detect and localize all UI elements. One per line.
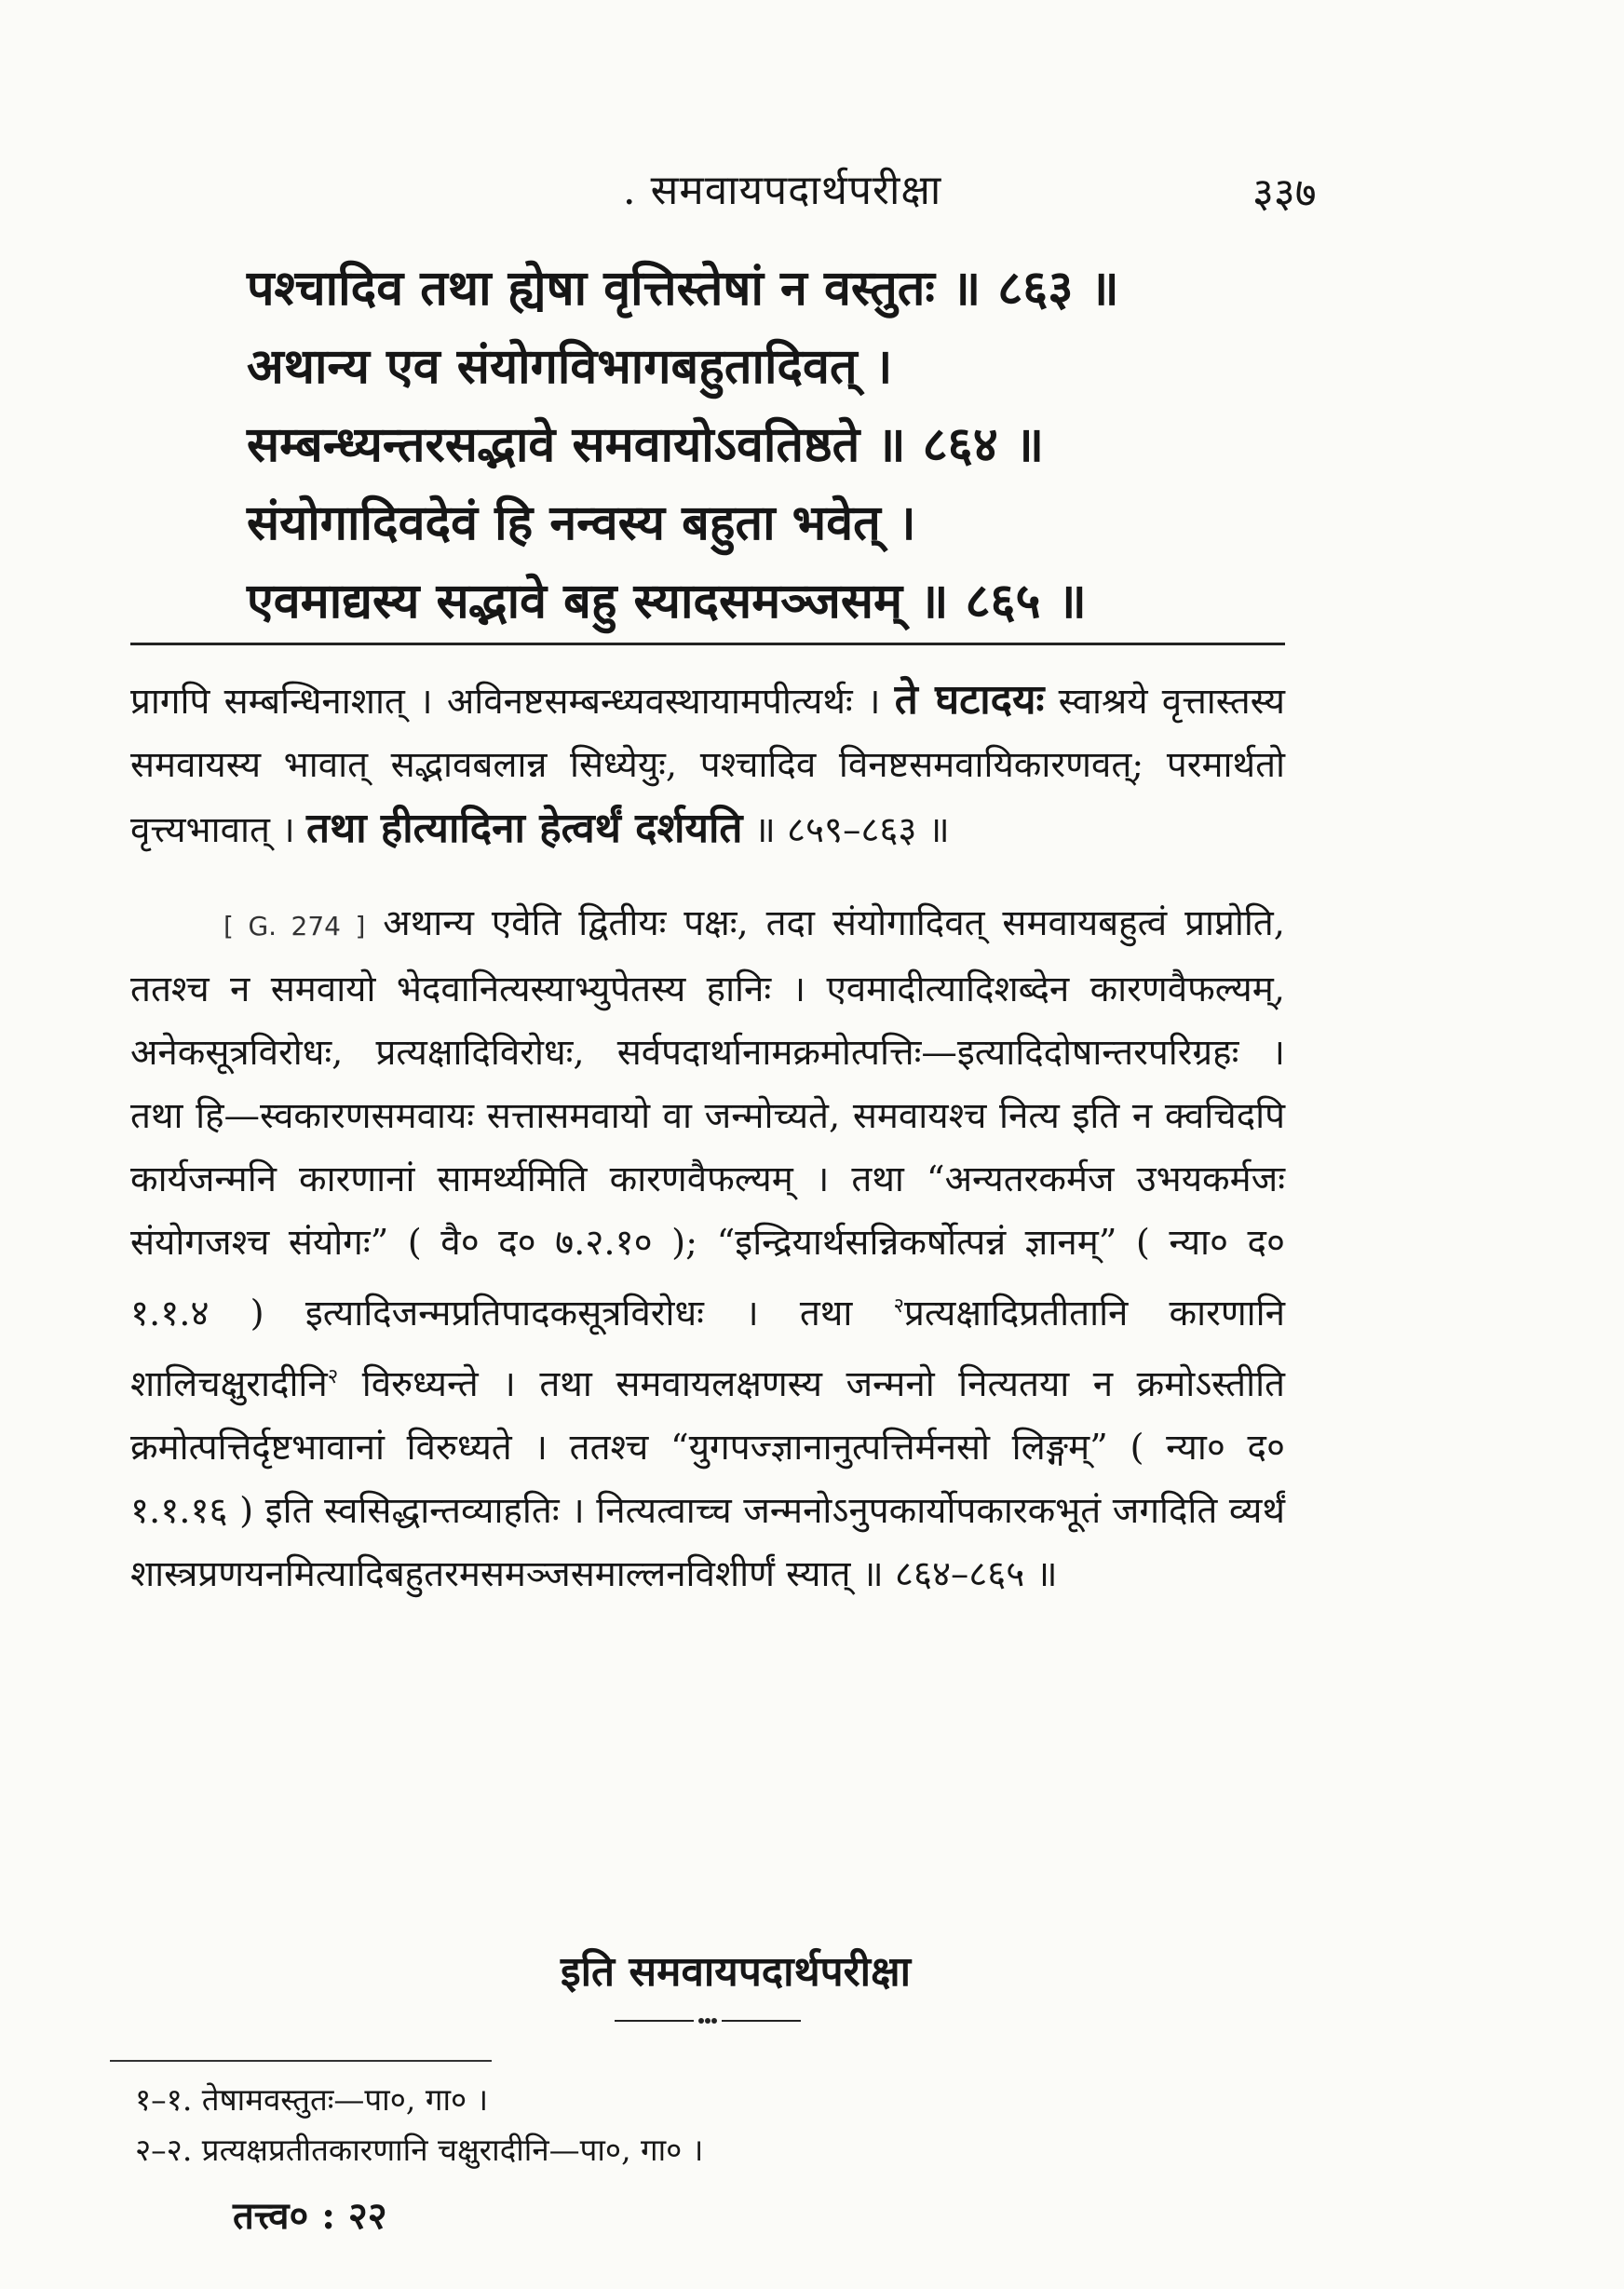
commentary-paragraph: [130, 892, 1285, 1606]
footnote-marker: २: [327, 1364, 339, 1388]
running-title: . समवायपदार्थपरीक्षा: [622, 167, 942, 214]
commentary-paragraph: [130, 669, 1285, 862]
commentary-text: प्रागपि सम्बन्धिनाशात् । अविनष्टसम्बन्ध्यवस्थायामपीत्यर्थः ।: [130, 681, 881, 723]
page-number: ३३७: [1252, 169, 1317, 217]
verse-line: अथान्य एव संयोगविभागबहुतादिवत् ।: [247, 338, 893, 395]
footnote: १–१. तेषामवस्तुतः—पा०, गा० ।: [135, 2081, 489, 2118]
commentary: [130, 669, 1285, 1606]
footnote-marker: २: [893, 1294, 904, 1318]
footnote-rule: [110, 2060, 492, 2062]
verse-block: [247, 250, 1280, 641]
edition-page-reference: [ G. 274 ]: [223, 911, 366, 941]
signature-mark: तत्त्व० : २२: [233, 2194, 387, 2238]
verse-line: सम्बन्ध्यन्तरसद्भावे समवायोऽवतिष्ठते ॥ ८६४ ॥: [247, 416, 1045, 473]
commentary-emphasis: ते घटादयः: [894, 676, 1045, 724]
commentary-emphasis: तथा हीत्यादिना हेत्वर्थं दर्शयति: [306, 805, 743, 852]
verse-line: संयोगादिवदेवं हि नन्वस्य बहुता भवेत् ।: [247, 494, 916, 551]
verse-line: पश्चादिव तथा ह्येषा वृत्तिस्तेषां न वस्तुतः ॥ ८६३ ॥: [247, 260, 1119, 317]
commentary-text: विरुध्यन्ते । तथा समवायलक्षणस्य जन्मनो नित्यतया न क्रमोऽस्तीति क्रमोत्पत्तिर्दृष्टभावानां विरुध्यते । ततश्च “युगपज्ज्ञानानुत्पत्तिर्मनसो लिङ्गम्” ( न्या० द० १.१.१६ ) इति स्वसिद्धान्तव्याहतिः । नित्यत्वाच्च जन्मनोऽनुपकार्योपकारकभूतं जगदिति व्यर्थं शास्त्रप्रणयनमित्यादिबहुतरमसमञ्जसमाल्लनविशीर्णं स्यात् ॥ ८६४–८६५ ॥: [130, 1362, 1285, 1595]
commentary-text: प्रत्यक्षादिप्रतीतानि कारणानि शालिचक्षुरादीनि: [130, 1292, 1285, 1405]
footnote: २–२. प्रत्यक्षप्रतीतकारणानि चक्षुरादीनि—पा०, गा० ।: [135, 2132, 704, 2168]
verse-reference: ॥ ८५९–८६३ ॥: [753, 809, 950, 851]
ornament-divider: [615, 2011, 801, 2030]
section-end-title: इति समवायपदार्थपरीक्षा: [560, 1948, 912, 1996]
verse-line: एवमाद्यस्य सद्भावे बहु स्यादसमञ्जसम् ॥ ८६५ ॥: [247, 573, 1087, 630]
divider-rule: [130, 643, 1285, 645]
commentary-text: अथान्य एवेति द्वितीयः पक्षः, तदा संयोगादिवत् समवायबहुत्वं प्राप्नोति, ततश्च न समवायो भेदवानित्यस्याभ्युपेतस्य हानिः । एवमादीत्यादिशब्देन कारणवैफल्यम्, अनेकसूत्रविरोधः, प्रत्यक्षादिविरोधः, सर्वपदार्थानामक्रमोत्पत्तिः—इत्यादिदोषान्तरपरिग्रहः । तथा हि—स्वकारणसमवायः सत्तासमवायो वा जन्मोच्यते, समवायश्च नित्य इति न क्वचिदपि कार्यजन्मनि कारणानां सामर्थ्यमिति कारणवैफल्यम् । तथा “अन्यतरकर्मज उभयकर्मजः संयोगजश्च संयोगः” ( वै० द० ७.२.१० ); “इन्द्रियार्थसन्निकर्षोत्पन्नं ज्ञानम्” ( न्या० द० १.१.४ ) इत्यादिजन्मप्रतिपादकसूत्रविरोधः । तथा: [130, 902, 1285, 1334]
footnotes: [135, 2075, 1252, 2175]
commentary-text: स्वाश्रये वृत्तास्तस्य समवायस्य भावात् सद्भावबलान्न सिध्येयुः, पश्चादिव विनष्टसमवायिकारणवत्; परमार्थतो वृत्त्यभावात् ।: [130, 681, 1285, 851]
